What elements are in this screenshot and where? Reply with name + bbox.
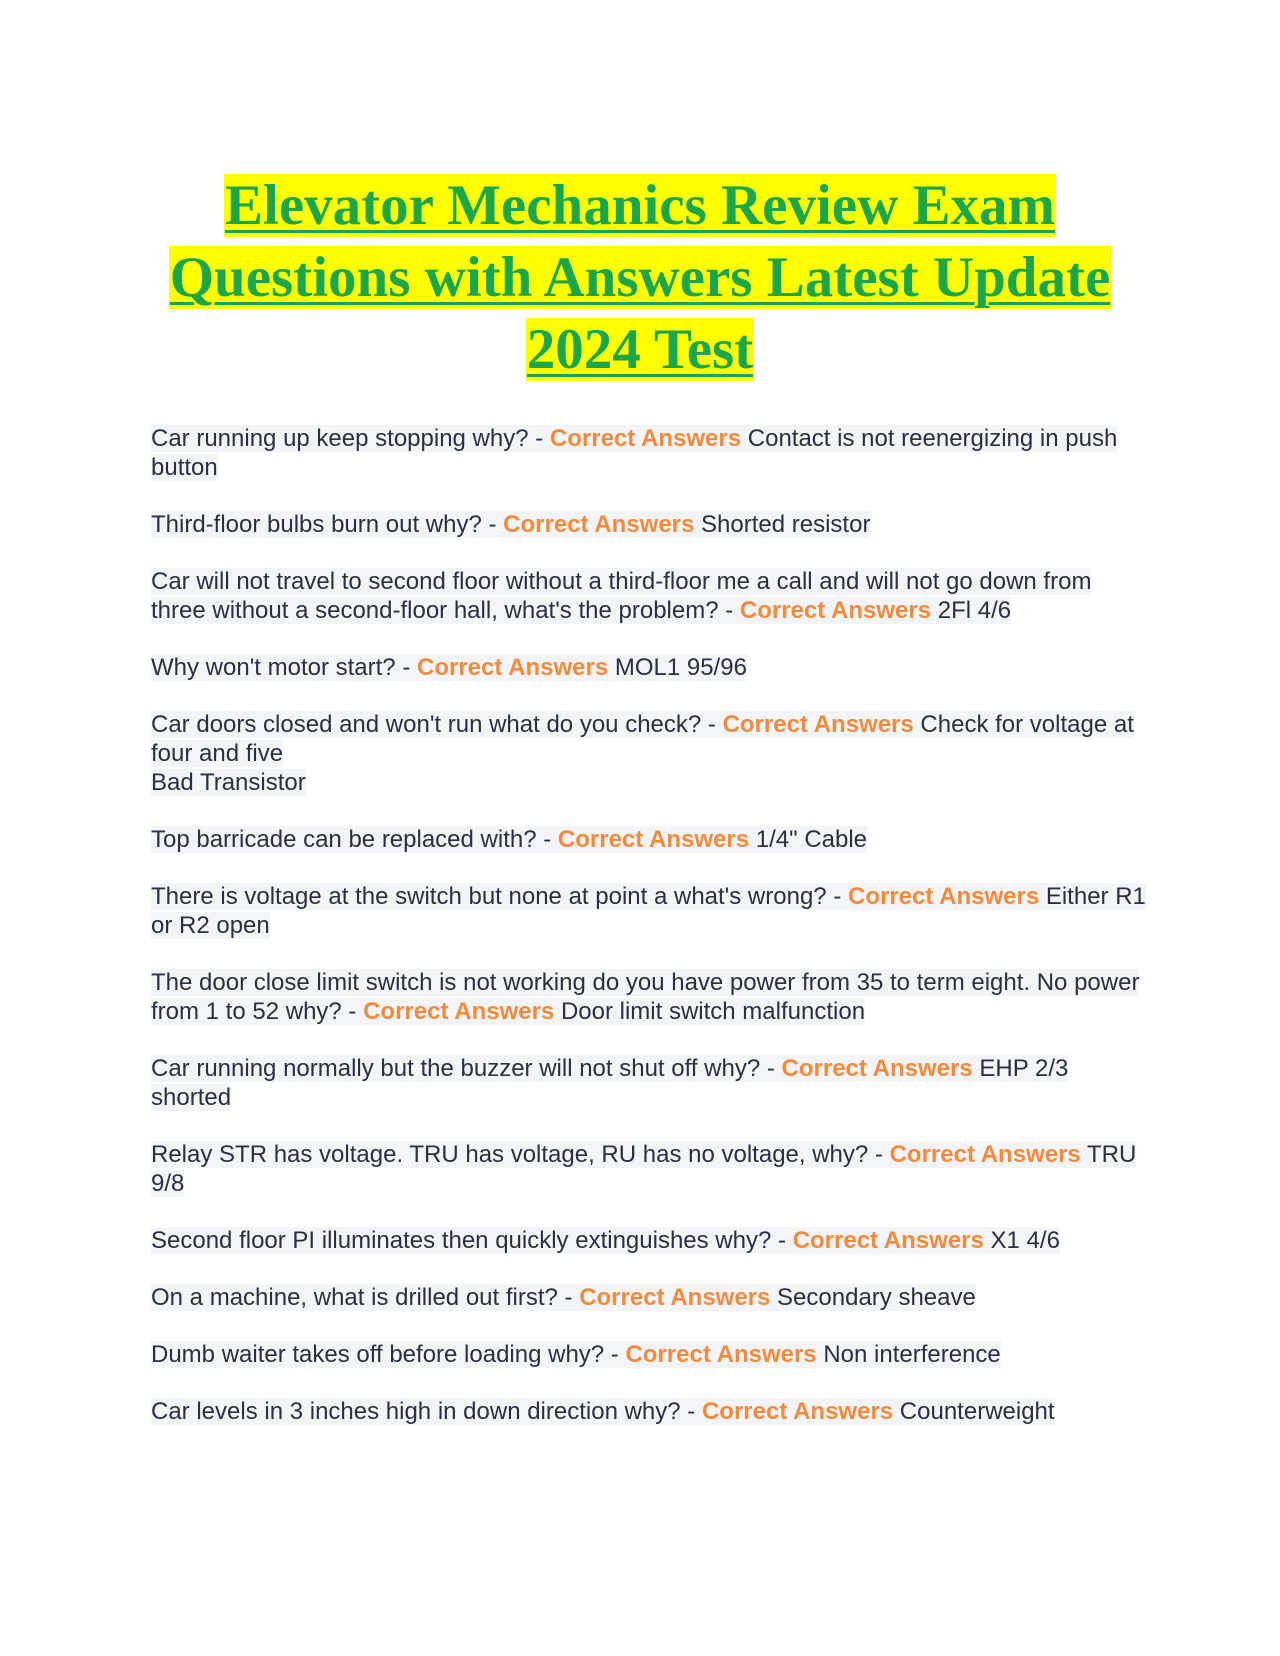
qa-item-2: [151, 510, 1151, 539]
qa-item-11: [151, 1226, 1151, 1255]
correct-answers-label: Correct Answers: [579, 1284, 771, 1311]
question-text: Relay STR has voltage. TRU has voltage, RU has no voltage, why? -: [151, 1141, 890, 1168]
answer-text: 2Fl 4/6: [931, 597, 1012, 624]
correct-answers-label: Correct Answers: [549, 425, 742, 452]
correct-answers-label: Correct Answers: [781, 1055, 973, 1082]
answer-text: Contact is not reenergizing in push button: [151, 425, 1118, 481]
correct-answers-label: Correct Answers: [739, 597, 932, 624]
answer-text: Door limit switch malfunction: [554, 998, 866, 1025]
question-text: On a machine, what is drilled out first? -: [151, 1284, 580, 1311]
question-text: Dumb waiter takes off before loading why? -: [151, 1341, 626, 1368]
title-line-1: Elevator Mechanics Review Exam: [224, 174, 1056, 237]
question-answer-list: [151, 424, 1151, 1454]
question-text: Top barricade can be replaced with? -: [151, 826, 558, 853]
qa-item-1: [151, 424, 1151, 482]
qa-item-6: [151, 825, 1151, 854]
question-text: Third-floor bulbs burn out why? -: [151, 511, 504, 538]
qa-item-14: [151, 1397, 1151, 1426]
question-text: There is voltage at the switch but none at point a what's wrong? -: [151, 883, 848, 910]
question-text: The door close limit switch is not working do you have power from 35 to term eight. No power from 1 to 52 why? -: [151, 969, 1140, 1025]
correct-answers-label: Correct Answers: [792, 1227, 984, 1254]
answer-text: MOL1 95/96: [608, 654, 747, 681]
answer-text: 1/4" Cable: [749, 826, 868, 853]
question-text: Car levels in 3 inches high in down direction why? -: [151, 1398, 702, 1425]
answer-text: TRU 9/8: [151, 1141, 1137, 1197]
question-text: Why won't motor start? -: [151, 654, 417, 681]
qa-item-8: [151, 968, 1151, 1026]
question-text: Second floor PI illuminates then quickly extinguishes why? -: [151, 1227, 793, 1254]
title-line-3: 2024 Test: [526, 318, 754, 381]
title-line-2: Questions with Answers Latest Update: [169, 246, 1111, 309]
document-title: [150, 170, 1130, 386]
qa-item-3: [151, 567, 1151, 625]
correct-answers-label: Correct Answers: [847, 883, 1040, 910]
question-text: Car running up keep stopping why? -: [151, 425, 550, 452]
correct-answers-label: Correct Answers: [363, 998, 555, 1025]
qa-item-7: [151, 882, 1151, 940]
correct-answers-label: Correct Answers: [503, 511, 695, 538]
qa-item-5: [151, 710, 1151, 797]
qa-item-4: [151, 653, 1151, 682]
question-text: Car running normally but the buzzer will not shut off why? -: [151, 1055, 782, 1082]
correct-answers-label: Correct Answers: [889, 1141, 1081, 1168]
question-text: Car doors closed and won't run what do you check? -: [151, 711, 723, 738]
qa-item-13: [151, 1340, 1151, 1369]
qa-item-10: [151, 1140, 1151, 1198]
answer-text: Shorted resistor: [694, 511, 871, 538]
answer-text: EHP 2/3 shorted: [151, 1055, 1069, 1111]
correct-answers-label: Correct Answers: [625, 1341, 817, 1368]
answer-text: Either R1 or R2 open: [151, 883, 1146, 939]
answer-text: Secondary sheave: [770, 1284, 976, 1311]
question-text: Car will not travel to second floor without a third-floor me a call and will not go down from three without a second-floor hall, what's the problem? -: [151, 568, 1092, 624]
correct-answers-label: Correct Answers: [557, 826, 750, 853]
correct-answers-label: Correct Answers: [722, 711, 914, 738]
answer-text: X1 4/6: [983, 1227, 1060, 1254]
answer-text: Counterweight: [893, 1398, 1055, 1425]
answer-text: Check for voltage at four and five: [151, 711, 1134, 767]
qa-item-12: [151, 1283, 1151, 1312]
answer-text: Non interference: [816, 1341, 1001, 1368]
answer-text-line-2: Bad Transistor: [151, 769, 306, 796]
correct-answers-label: Correct Answers: [701, 1398, 894, 1425]
qa-item-9: [151, 1054, 1151, 1112]
correct-answers-label: Correct Answers: [416, 654, 609, 681]
